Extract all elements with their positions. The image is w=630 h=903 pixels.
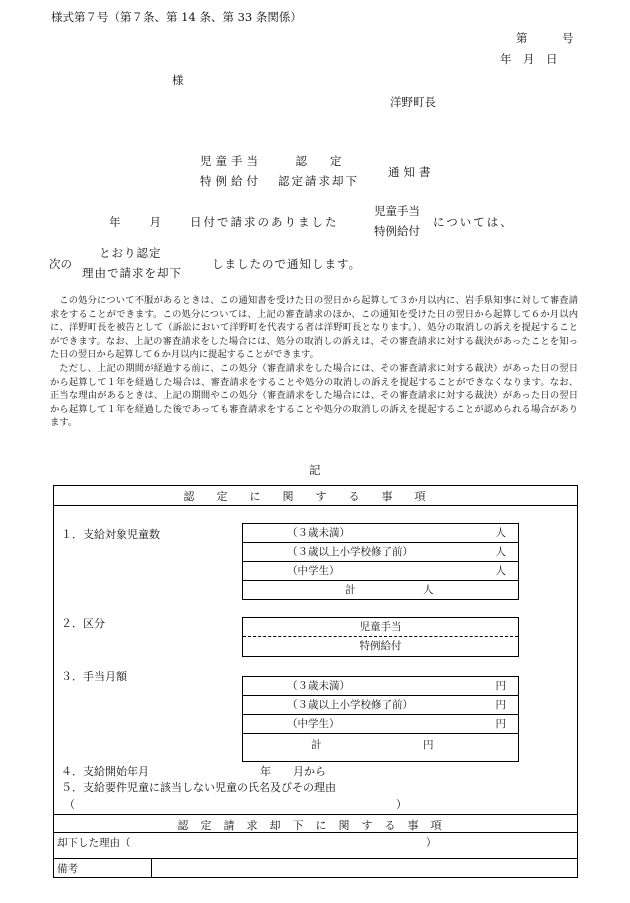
non-eligible-open-paren: （ (64, 798, 75, 811)
monthly-amount-row (243, 677, 518, 696)
category-option-child-allowance: 児童手当 (243, 618, 518, 637)
monthly-amount-row (243, 696, 518, 715)
title-benefit-type (200, 151, 262, 191)
details-table (53, 485, 578, 878)
monthly-amount-box (242, 676, 519, 762)
child-count-total-row (243, 581, 518, 600)
monthly-amount-row-label: （３歳以上小学校修了前） (287, 699, 413, 711)
remarks-column-divider (151, 858, 152, 877)
child-count-row-unit: 人 (495, 565, 506, 577)
child-count-total-label: 計 (345, 584, 356, 596)
intro-option-approve: とおり認定 (99, 246, 162, 260)
monthly-amount-row-unit: 円 (495, 699, 506, 711)
child-count-row-unit: 人 (495, 546, 506, 558)
monthly-amount-total-unit: 円 (423, 739, 434, 751)
form-number-title: 様式第７号（第７条、第 14 条、第 33 条関係） (51, 10, 302, 24)
reject-reason-label: 却下した理由（ (57, 837, 131, 849)
document-number-label: 第 号 (516, 31, 574, 45)
appeal-notice (50, 294, 578, 430)
category-box (242, 617, 519, 657)
monthly-amount-row-label: （中学生） (287, 718, 340, 730)
intro-type-choice (374, 201, 420, 241)
start-month-value: 年 月から (260, 765, 326, 778)
child-count-row-label: （３歳以上小学校修了前） (287, 546, 413, 558)
non-eligible-close-paren: ） (396, 798, 407, 811)
monthly-amount-total-label: 計 (311, 739, 322, 751)
title-benefit-child-allowance: 児童手当 (200, 154, 262, 168)
issue-date-label: 年 月 日 (500, 52, 558, 66)
title-decision-reject: 認定請求却下 (278, 174, 359, 188)
ki-heading: 記 (309, 463, 321, 477)
section-approval-header-divider (54, 505, 577, 506)
title-decision-type (278, 151, 359, 191)
intro-suffix: については、 (433, 215, 514, 229)
addressee-suffix: 様 (172, 73, 184, 87)
child-count-row-unit: 人 (495, 527, 506, 539)
intro-type-child-allowance: 児童手当 (374, 204, 420, 218)
issuer-name: 洋野町長 (390, 95, 436, 109)
monthly-amount-total-row (243, 734, 518, 761)
child-count-row (243, 562, 518, 581)
child-count-row-label: （３歳未満） (287, 527, 350, 539)
intro-option-reject: 理由で請求を却下 (82, 266, 182, 280)
intro-date-prefix: 年 月 日付で請求のありました (109, 215, 339, 229)
appeal-notice-paragraph-2: ただし、上記の期間が経過する前に、この処分（審査請求をした場合には、その審査請求に対する裁決）があった日の翌日から起算して１年を経過した場合は、審査請求をすることや処分の取消しの訴えを提起することができなくなります。なお、正当な理由があるときは、上記の期間やこの処分（審査請求をした場合には、その審査請求に対する裁決）があった日の翌日から起算して１年を経過した後であっても審査請求をすることや処分の取消しの訴えを提起することが認められる場合があります。 (50, 362, 578, 429)
item-child-count-title: １．支給対象児童数 (61, 528, 160, 541)
child-count-row (243, 524, 518, 543)
monthly-amount-row-unit: 円 (495, 680, 506, 692)
intro-type-special: 特例給付 (374, 224, 420, 238)
child-count-total-unit: 人 (423, 584, 434, 596)
section-approval-header: 認定に関する事項 (183, 490, 448, 503)
reject-reason-close-paren: ） (426, 837, 437, 849)
section-rejection-top-divider (54, 814, 577, 815)
child-count-row-label: （中学生） (287, 565, 340, 577)
section-rejection-header-divider (54, 832, 577, 833)
intro-line2-suffix: しましたので通知します。 (212, 257, 362, 271)
child-count-row (243, 543, 518, 562)
item-non-eligible-title: ５．支給要件児童に該当しない児童の氏名及びその理由 (61, 781, 336, 794)
item-monthly-amount-title: ３．手当月額 (61, 670, 127, 683)
intro-line2-prefix: 次の (49, 257, 72, 271)
intro-option-choice (82, 243, 182, 283)
child-count-box (242, 523, 519, 600)
section-rejection-header: 認定請求却下に関する事項 (177, 819, 454, 832)
monthly-amount-row-unit: 円 (495, 718, 506, 730)
title-notice: 通知書 (388, 165, 435, 179)
title-decision-approve: 認 定 (295, 154, 342, 168)
monthly-amount-row (243, 715, 518, 734)
item-start-month-title: ４．支給開始年月 (61, 765, 149, 778)
category-option-special: 特例給付 (359, 640, 402, 652)
remarks-label: 備考 (57, 863, 78, 875)
appeal-notice-paragraph-1: この処分について不服があるときは、この通知書を受けた日の翌日から起算して３か月以内に、岩手県知事に対して審査請求をすることができます。この処分については、上記の審査請求のほか、この通知を受けた日の翌日から起算して６か月以内に、洋野町長を被告として（訴訟において洋野町を代表する者は洋野町長となります。）、処分の取消しの訴えを提起することができます。なお、上記の審査請求をした場合には、処分の取消しの訴えは、その審査請求に対する裁決があったことを知った日の翌日から起算して６か月以内に提起することができます。 (50, 295, 578, 361)
remarks-divider (54, 858, 577, 859)
title-benefit-special: 特例給付 (200, 174, 262, 188)
monthly-amount-row-label: （３歳未満） (287, 680, 350, 692)
item-category-title: ２．区分 (61, 617, 105, 630)
